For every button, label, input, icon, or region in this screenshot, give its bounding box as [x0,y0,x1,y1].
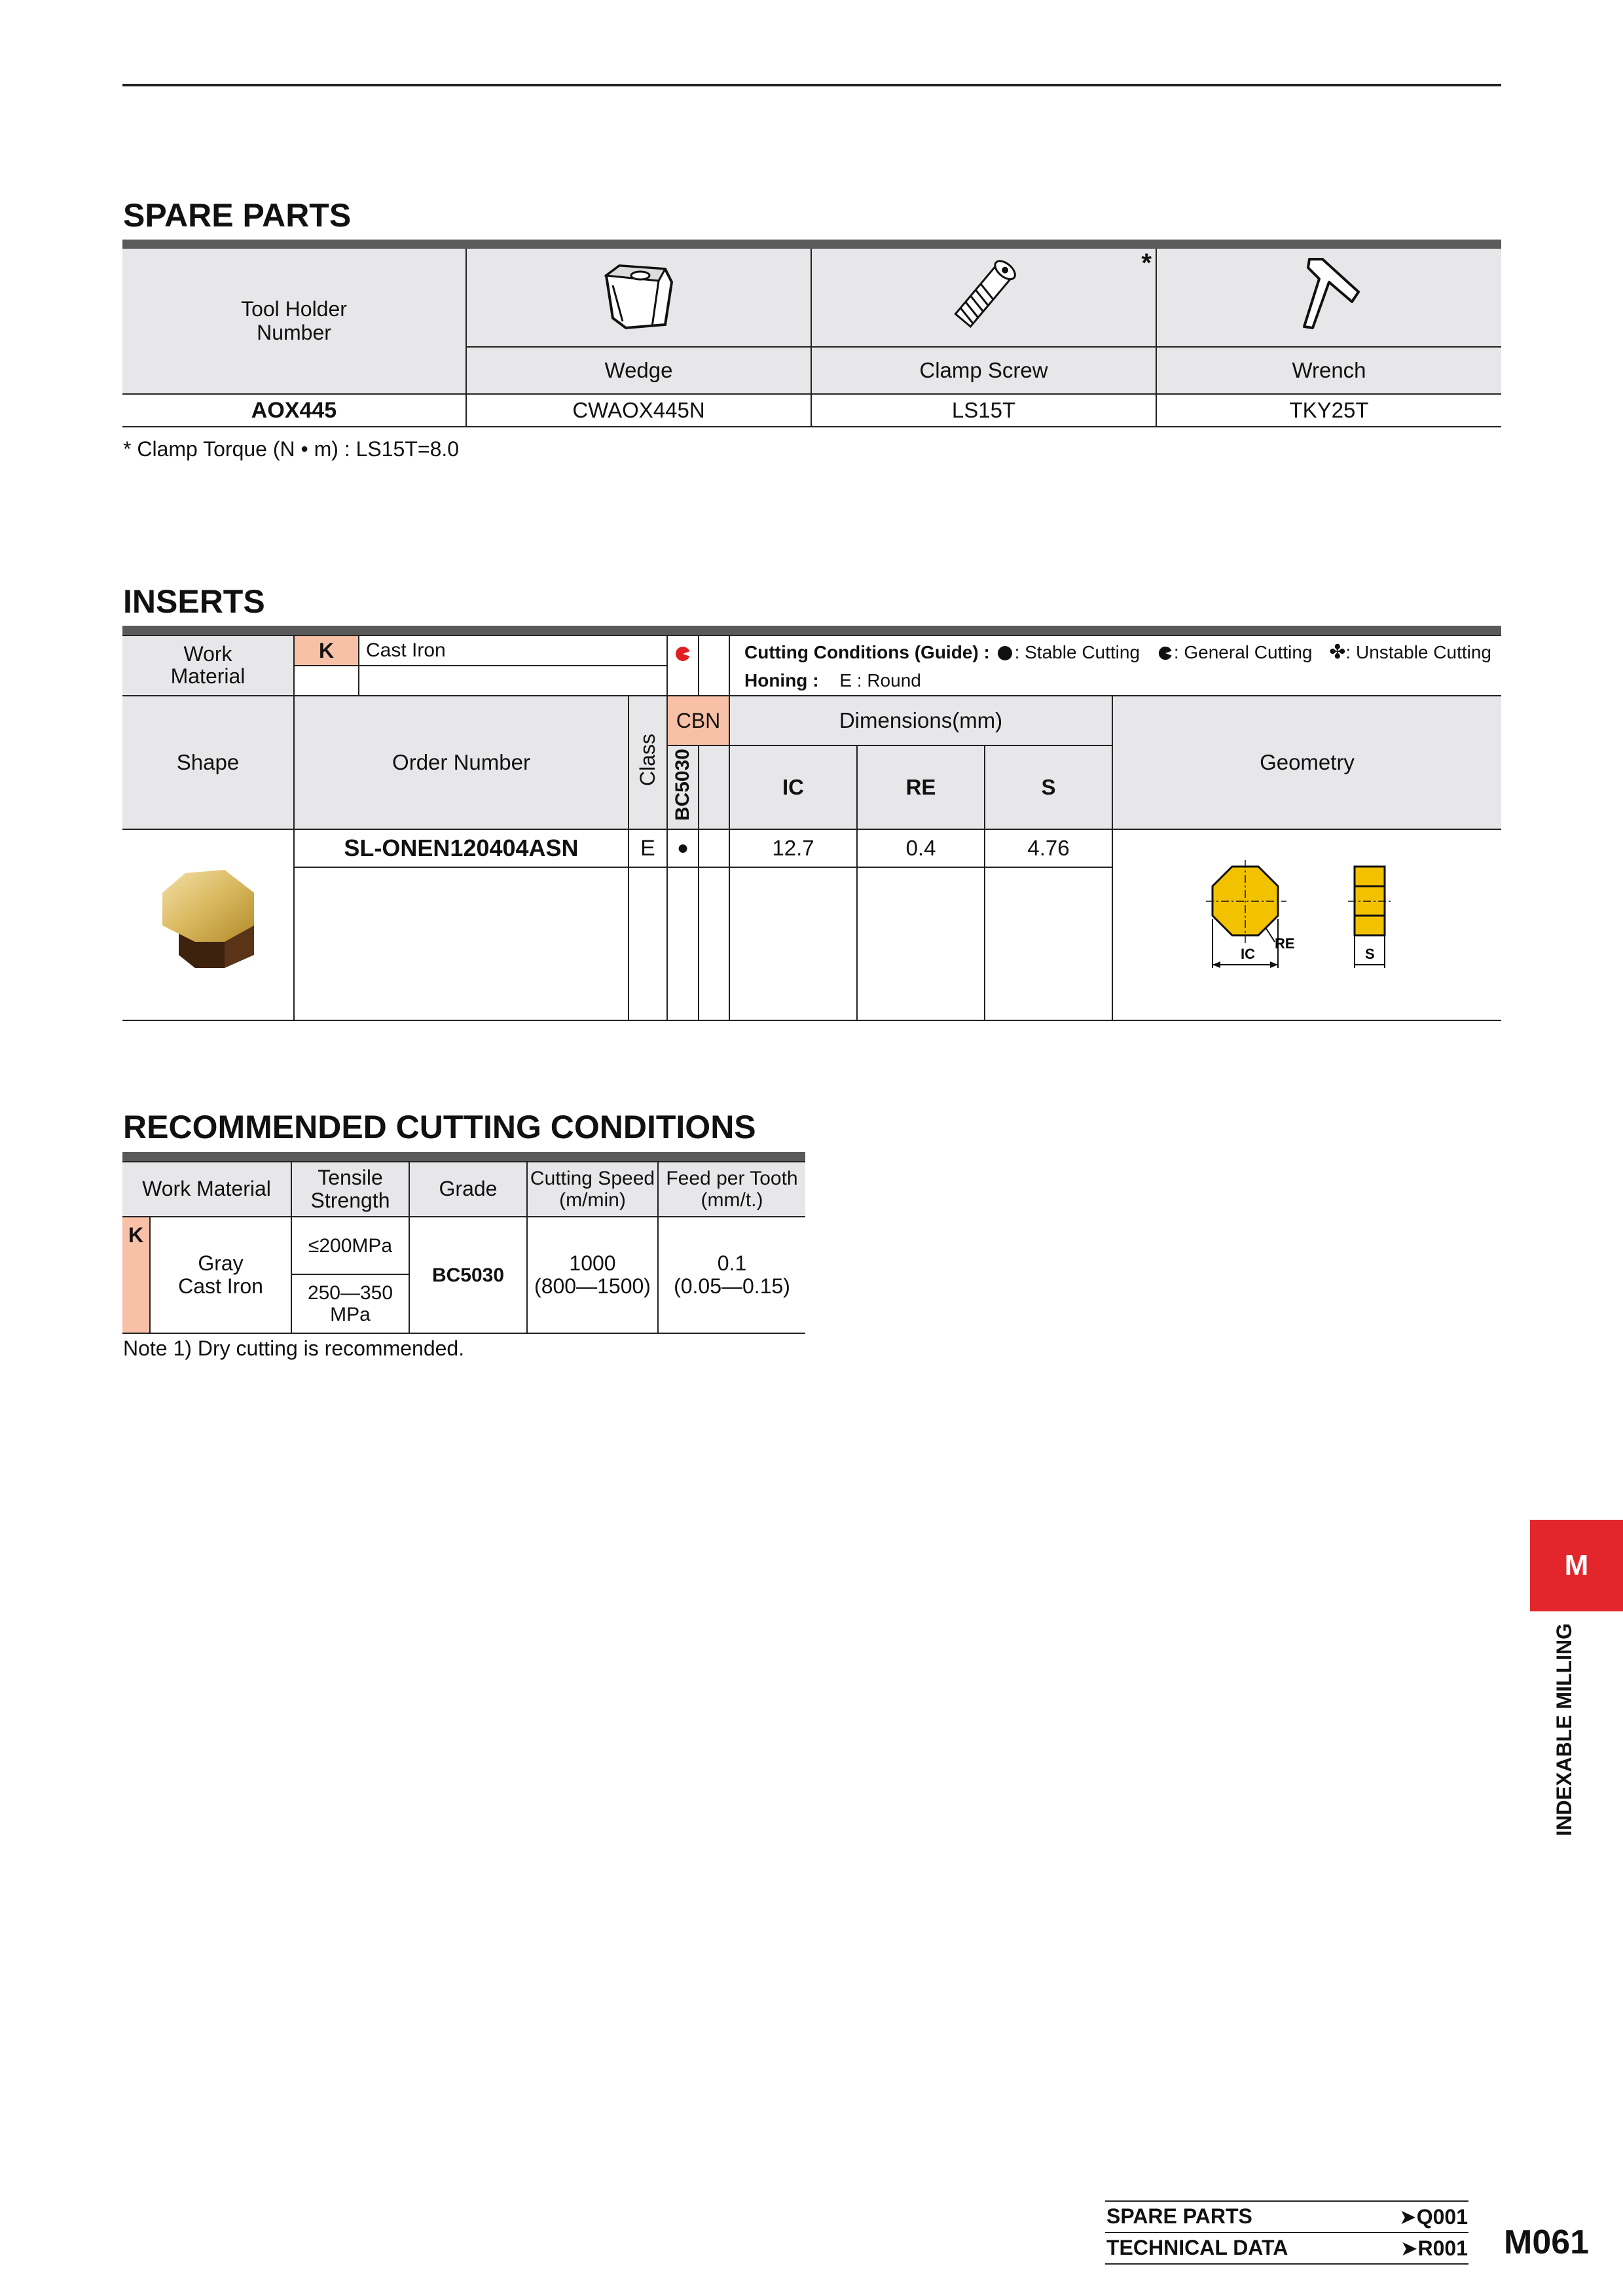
footer-ref-text: Q001 [1416,2205,1468,2229]
geometry-s-label: S [1364,946,1375,962]
speed-header: Cutting Speed (m/min) [527,1162,658,1217]
tensile-value-1: ≤200MPa [291,1217,409,1274]
wedge-icon [593,256,685,334]
cbn-header: CBN [667,696,729,745]
wedge-image-cell [466,249,811,347]
cutting-conditions-title: RECOMMENDED CUTTING CONDITIONS [123,1109,756,1145]
inserts-table [122,635,1501,1021]
blank-cell [629,867,667,1020]
cutting-conditions-bar [122,1152,805,1161]
blank-cell [699,745,729,829]
class-cell: E [629,829,667,867]
inserts-bar [122,626,1501,635]
grade-header: Grade [409,1162,527,1217]
inserts-title: INSERTS [123,583,265,620]
section-label-wrap [1550,1620,1582,1836]
clamp-screw-image-cell [811,249,1156,347]
class-header-cell [629,696,667,829]
s-cell: 4.76 [985,829,1112,867]
blank-cell [857,867,985,1020]
order-number-header: Order Number [294,696,629,829]
feed-header: Feed per Tooth (mm/t.) [658,1162,805,1217]
re-header: RE [857,745,985,829]
blank-cell [729,867,857,1020]
insert-image [149,863,267,981]
order-number-cell: SL-ONEN120404ASN [294,829,629,867]
cutting-conditions-label: Cutting Conditions (Guide) : [744,641,990,662]
grade-header-cell [667,745,699,829]
footer-link-ref [1400,2236,1468,2261]
spare-parts-title: SPARE PARTS [123,197,352,234]
work-material-header: Work Material [122,1162,291,1217]
holder-number-cell: AOX445 [122,394,466,427]
clamp-torque-note: * Clamp Torque (N • m) : LS15T=8.0 [123,437,460,461]
blank-cell [294,867,629,1020]
unstable-cutting-text: : Unstable Cutting [1345,641,1491,662]
cutting-conditions-legend [729,636,1501,696]
grade-value: BC5030 [409,1217,527,1333]
section-tab[interactable] [1530,1520,1623,1611]
honing-value: E : Round [839,670,921,691]
footer-rule-bottom [1105,2263,1468,2265]
insert-image-cell [122,829,294,1020]
section-tab-letter: M [1564,1549,1589,1581]
honing-label: Honing : [744,670,819,691]
speed-value: 1000 (800—1500) [527,1217,658,1333]
geometry-cell [1112,829,1501,1020]
work-material-label: Work Material [122,636,294,696]
blank-cell [294,666,359,696]
material-name: Cast Iron [359,636,667,666]
wrench-column-header: Wrench [1156,347,1501,394]
insert-geometry-drawing [1170,850,1445,994]
blank-cell [667,867,699,1020]
ic-cell: 12.7 [729,829,857,867]
stable-cutting-text: : Stable Cutting [1014,641,1140,662]
clamp-screw-column-header: Clamp Screw [811,347,1156,394]
arrow-icon: ➤ [1398,2205,1417,2229]
wedge-column-header: Wedge [466,347,811,394]
stable-cutting-icon [998,646,1012,660]
feed-value: 0.1 (0.05—0.15) [658,1217,805,1333]
class-header: Class [636,733,659,786]
general-cutting-mark [667,636,699,696]
blank-cell [359,666,667,696]
blank-cell [699,867,729,1020]
top-rule [122,84,1501,86]
work-material-name: Gray Cast Iron [150,1217,291,1333]
general-cutting-text: : General Cutting [1173,641,1313,662]
wrench-image-cell [1156,249,1501,347]
footer-ref-text: R001 [1417,2236,1468,2260]
blank-cell [699,829,729,867]
tensile-header: Tensile Strength [291,1162,409,1217]
clamp-screw-icon [938,249,1030,341]
page-number: M061 [1504,2223,1590,2261]
work-material-code: K [122,1217,150,1333]
general-cutting-legend-icon [1157,645,1174,661]
holder-number-header: Tool Holder Number [122,249,466,394]
general-cutting-icon [674,645,691,662]
material-code-k: K [294,636,359,666]
footer-link-label: TECHNICAL DATA [1106,2236,1288,2259]
footer-link-spare-parts[interactable] [1106,2204,1468,2229]
stock-cell: ● [667,829,699,867]
footer-link-label: SPARE PARTS [1106,2204,1252,2228]
geometry-header: Geometry [1112,696,1501,829]
clamp-screw-part-cell: LS15T [811,394,1156,427]
blank-cell [699,636,729,696]
tensile-value-2: 250—350 MPa [291,1274,409,1333]
spare-parts-table [122,249,1501,427]
spare-parts-bar [122,240,1501,249]
geometry-re-label: RE [1274,935,1295,952]
re-cell: 0.4 [857,829,985,867]
cutting-conditions-table [122,1161,805,1334]
ic-header: IC [729,745,857,829]
unstable-cutting-icon: ✤ [1329,641,1346,663]
grade-header: BC5030 [672,748,693,821]
arrow-icon: ➤ [1400,2236,1418,2260]
section-label: INDEXABLE MILLING [1552,1623,1576,1836]
asterisk-mark: * [1141,249,1152,278]
footer-link-ref [1399,2204,1468,2229]
wedge-part-cell: CWAOX445N [466,394,811,427]
wrench-part-cell: TKY25T [1156,394,1501,427]
s-header: S [985,745,1112,829]
geometry-ic-label: IC [1240,946,1255,962]
dry-cutting-note: Note 1) Dry cutting is recommended. [123,1336,465,1360]
footer-rule-mid [1105,2232,1468,2233]
blank-cell [985,867,1112,1020]
wrench-icon [1283,249,1375,341]
dimensions-header: Dimensions(mm) [729,696,1112,745]
footer-link-technical-data[interactable] [1106,2236,1468,2261]
footer-rule-top [1105,2200,1468,2202]
shape-header: Shape [122,696,294,829]
